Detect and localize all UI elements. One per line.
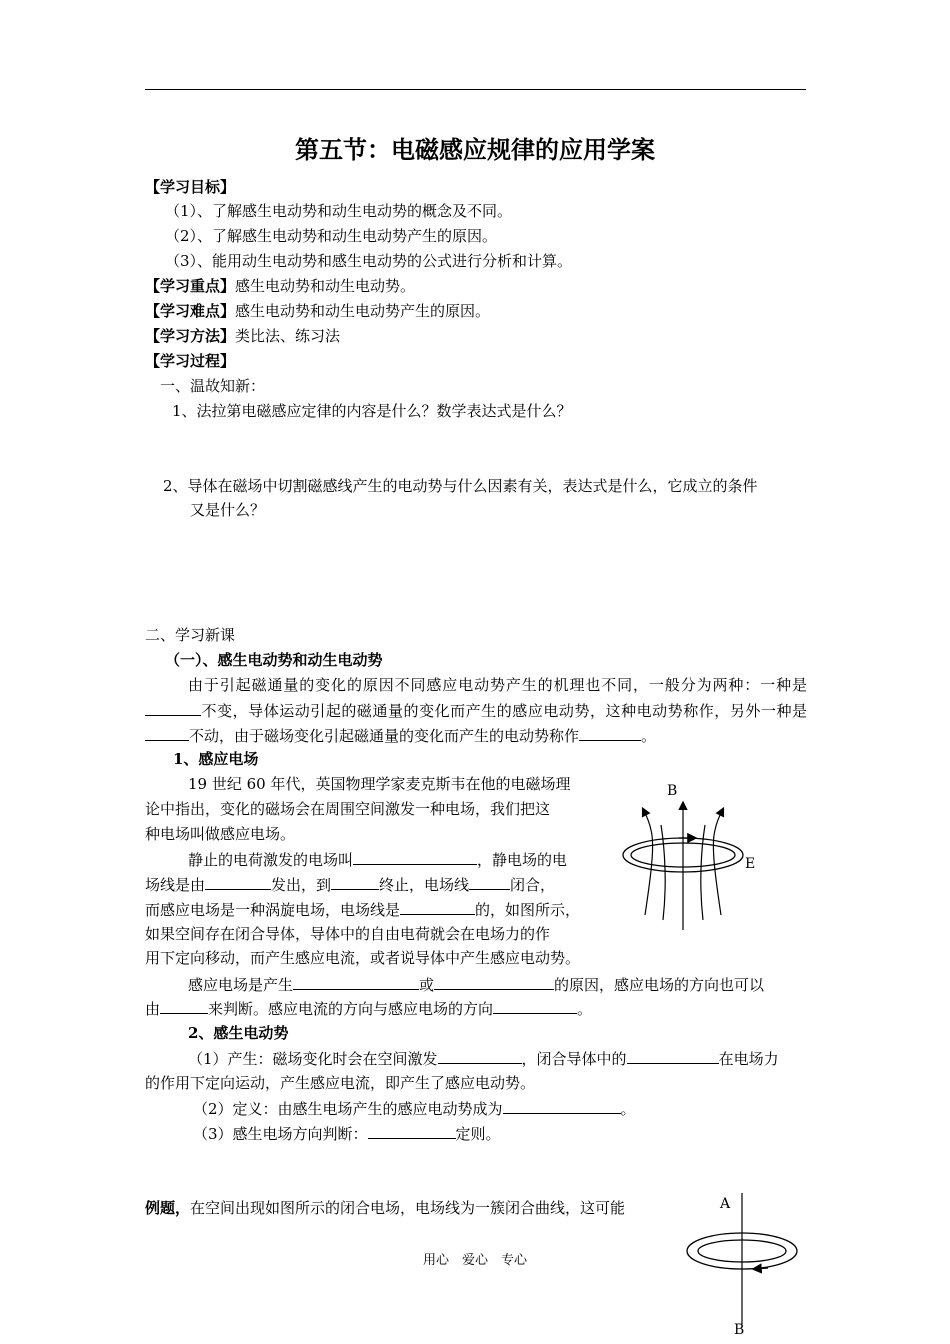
fill-blank	[205, 874, 271, 890]
text-span: 定则。	[455, 1125, 501, 1143]
fill-blank	[434, 974, 554, 990]
text-span: 在电场力	[718, 1050, 779, 1068]
field-line	[643, 809, 653, 915]
subsection-heading: 2、感生电动势	[188, 1024, 289, 1042]
fill-blank	[627, 1048, 719, 1064]
paragraph-line: 用下定向移动，而产生感应电流，或者说导体中产生感应电动势。	[145, 949, 581, 967]
intro-text: 。	[641, 727, 657, 745]
objectives-heading: 【学习目标】	[145, 178, 236, 196]
text-span: 场线是由	[145, 876, 206, 894]
paragraph-line: 的作用下定向运动，产生感应电流，即产生了感应电动势。	[145, 1074, 536, 1092]
example-line	[145, 1198, 625, 1218]
paragraph-line: 种电场叫做感应电场。	[145, 825, 296, 843]
text-span: 来判断。感应电流的方向与感应电场的方向	[208, 1000, 494, 1018]
text-span: （1）产生：磁场变化时会在空间激发	[188, 1050, 438, 1068]
key-point-heading: 【学习重点】	[145, 277, 236, 295]
intro-paragraph	[145, 673, 807, 750]
fill-blank	[438, 1048, 522, 1064]
field-line	[713, 809, 723, 915]
review-question-1: 1、法拉第电磁感应定律的内容是什么？数学表达式是什么？	[172, 402, 572, 420]
fill-blank	[160, 998, 208, 1014]
fill-blank	[293, 974, 419, 990]
page-footer: 用心 爱心 专心	[422, 1253, 527, 1268]
paragraph-line	[193, 1098, 636, 1119]
difficulty-text: 感生电动势和动生电动势产生的原因。	[235, 302, 491, 320]
figure-label-b: B	[667, 783, 678, 799]
key-point-text: 感生电动势和动生电动势。	[235, 277, 416, 295]
intro-text: 不动，由于磁场变化引起磁通量的变化而产生的电动势称作	[189, 727, 580, 745]
text-span: ，静电场的电	[477, 851, 568, 869]
paragraph-line	[145, 998, 592, 1019]
text-span: 的，如图所示，	[475, 901, 581, 919]
fill-blank	[493, 998, 577, 1014]
text-span: 终止，电场线	[379, 876, 470, 894]
process-heading: 【学习过程】	[145, 352, 236, 370]
text-span: 静止的电荷激发的电场叫	[188, 851, 354, 869]
text-span: ，闭合导体中的	[521, 1050, 627, 1068]
paragraph-line	[145, 899, 580, 920]
figure-label-a: A	[720, 1196, 731, 1212]
new-lesson-heading: 二、学习新课	[145, 626, 236, 644]
induced-field-figure	[615, 775, 790, 940]
objective-item: （3）、能用动生电动势和感生电动势的公式进行分析和计算。	[165, 252, 573, 270]
paragraph-line	[188, 974, 764, 995]
text-span: （3）感生电场方向判断：	[193, 1125, 368, 1143]
text-span: 闭合，	[510, 876, 556, 894]
review-heading: 一、温故知新：	[160, 377, 266, 395]
text-span: 。	[620, 1100, 636, 1118]
paragraph-line	[188, 849, 567, 870]
fill-blank	[503, 1098, 621, 1114]
fill-blank	[145, 725, 189, 741]
paragraph-line: 19 世纪 60 年代，英国物理学家麦克斯韦在他的电磁场理	[188, 775, 571, 793]
difficulty-line	[145, 301, 490, 321]
text-span: 的原因，感应电场的方向也可以	[554, 976, 765, 994]
method-text: 类比法、练习法	[235, 327, 341, 345]
fill-blank	[400, 899, 475, 915]
figure-label-e: E	[745, 856, 756, 872]
paragraph-line: 如果空间存在闭合导体，导体中的自由电荷就会在电场力的作	[145, 925, 551, 943]
fill-blank	[368, 1123, 456, 1139]
intro-text: 由于引起磁通量的变化的原因不同感应电动势产生的机理也不同，一般分为两种：一种是	[188, 676, 807, 694]
paragraph-line: 论中指出，变化的磁场会在周围空间激发一种电场，我们把这	[145, 800, 551, 818]
paragraph-line	[188, 1048, 779, 1069]
fill-blank	[331, 874, 379, 890]
fill-blank	[469, 874, 510, 890]
text-span: 或	[419, 976, 435, 994]
text-span: 感应电场是产生	[188, 976, 294, 994]
difficulty-heading: 【学习难点】	[145, 302, 236, 320]
header-rule	[145, 89, 806, 90]
subsection-heading: 1、感应电场	[173, 750, 259, 768]
intro-text: 不变，导体运动引起的磁通量的变化而产生的感应电动势，这种电动势称作，另外一种是	[201, 701, 807, 720]
review-question-2-cont: 又是什么？	[190, 501, 266, 519]
figure-label-b: B	[734, 1322, 745, 1338]
paragraph-line	[193, 1123, 501, 1144]
fill-blank	[579, 725, 641, 741]
text-span: 发出，到	[271, 876, 332, 894]
paragraph-line	[145, 874, 555, 895]
page-title: 第五节：电磁感应规律的应用学案	[295, 135, 655, 164]
example-text: 在空间出现如图所示的闭合电场，电场线为一簇闭合曲线，这可能	[190, 1199, 626, 1217]
method-heading: 【学习方法】	[145, 327, 236, 345]
text-span: 由	[145, 1000, 161, 1018]
objective-item: （2）、了解感生电动势和动生电动势产生的原因。	[165, 227, 498, 245]
text-span: 。	[577, 1000, 593, 1018]
text-span: 而感应电场是一种涡旋电场，电场线是	[145, 901, 401, 919]
fill-blank	[145, 700, 201, 716]
method-line	[145, 326, 340, 346]
fill-blank	[353, 849, 477, 865]
review-question-2: 2、导体在磁场中切割磁感线产生的电动势与什么因素有关，表达式是什么，它成立的条件	[163, 477, 758, 495]
text-span: （2）定义：由感生电场产生的感应电动势成为	[193, 1100, 503, 1118]
key-point-line	[145, 276, 415, 296]
section-heading: （一）、感生电动势和动生电动势	[165, 651, 383, 669]
example-label: 例题，	[145, 1199, 191, 1217]
objective-item: （1）、了解感生电动势和动生电动势的概念及不同。	[165, 202, 513, 220]
